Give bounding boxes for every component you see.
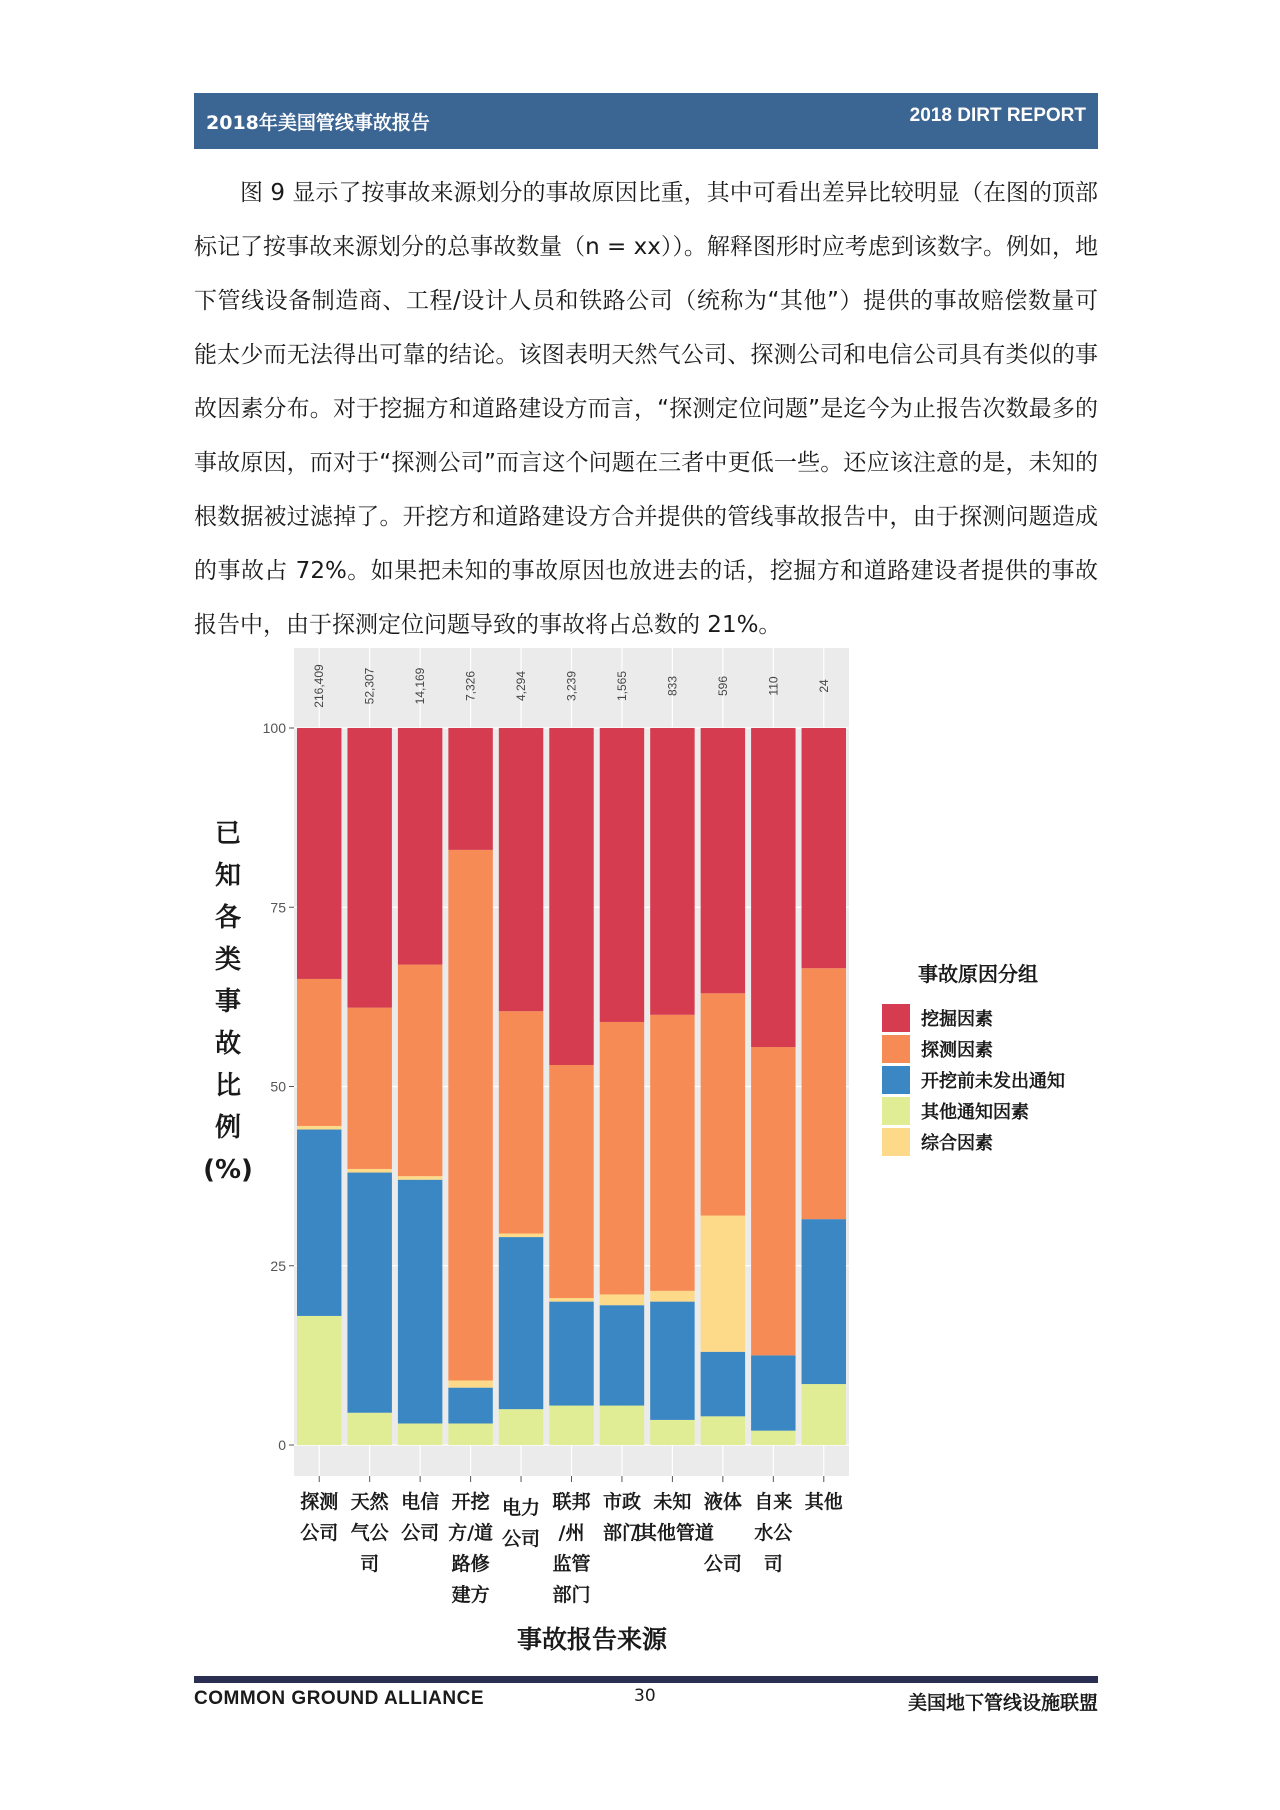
x-tick-label: 气公 xyxy=(350,1522,389,1544)
header-title-en: 2018 DIRT REPORT xyxy=(909,105,1086,126)
x-tick-label: 联邦 xyxy=(552,1491,591,1513)
legend-swatch xyxy=(882,1066,910,1094)
y-axis-label-char: 故 xyxy=(214,1029,242,1059)
bar-segment xyxy=(499,1237,543,1409)
bar-segment xyxy=(347,1169,391,1173)
bar-segment xyxy=(600,1294,644,1305)
bar-segment xyxy=(347,1413,391,1445)
x-tick-label: 水公 xyxy=(754,1522,793,1544)
count-label: 3,239 xyxy=(564,670,579,702)
count-label: 52,307 xyxy=(362,667,377,705)
count-label: 110 xyxy=(766,676,781,696)
count-label: 833 xyxy=(665,675,680,697)
bar-segment xyxy=(398,1423,442,1445)
count-label: 24 xyxy=(816,679,831,693)
y-axis-label-char: 比 xyxy=(214,1071,242,1101)
bar-segment xyxy=(499,1233,543,1237)
x-tick-label: 电信 xyxy=(401,1491,440,1513)
bar-segment xyxy=(751,1047,795,1355)
y-axis-label-char: 知 xyxy=(214,861,242,891)
page-number: 30 xyxy=(634,1686,656,1706)
header-title-cn: 2018年美国管线事故报告 xyxy=(206,112,430,134)
bar-segment xyxy=(297,1130,341,1316)
bar-segment xyxy=(701,1352,745,1417)
legend xyxy=(882,962,1065,1156)
bar-segment xyxy=(448,1423,492,1445)
bar-segment xyxy=(398,728,442,965)
bar-segment xyxy=(802,1219,846,1384)
x-axis-title: 事故报告来源 xyxy=(516,1625,668,1654)
legend-entry-label: 综合因素 xyxy=(921,1133,993,1154)
y-axis-label-char: (%) xyxy=(203,1155,253,1185)
y-axis-label-char: 事 xyxy=(214,987,242,1017)
y-axis-label xyxy=(203,819,253,1185)
bar-segment xyxy=(347,1173,391,1413)
bar-segment xyxy=(448,728,492,850)
bars xyxy=(297,728,846,1445)
y-tick-label: 100 xyxy=(262,720,286,736)
x-axis xyxy=(300,1476,843,1654)
count-label: 596 xyxy=(715,675,730,697)
y-tick-label: 25 xyxy=(270,1257,286,1274)
count-label: 4,294 xyxy=(514,670,529,702)
body-text xyxy=(194,166,1098,652)
x-tick-label: 部门 xyxy=(602,1522,641,1544)
legend-entry-label: 探测因素 xyxy=(921,1040,993,1061)
bar-segment xyxy=(398,965,442,1177)
bar-segment xyxy=(499,1011,543,1233)
bar-segment xyxy=(549,1302,593,1406)
stacked-bar-chart xyxy=(194,648,1098,1658)
figure-9 xyxy=(194,648,1098,1658)
bar-segment xyxy=(549,1406,593,1445)
x-tick-label: 方/道 xyxy=(448,1522,494,1544)
bar-segment xyxy=(650,1291,694,1302)
legend-swatch xyxy=(882,1004,910,1032)
bar-segment xyxy=(549,1298,593,1302)
y-axis-label-char: 已 xyxy=(214,819,242,849)
y-tick-label: 75 xyxy=(270,899,286,916)
bar-segment xyxy=(347,1008,391,1169)
bar-segment xyxy=(600,1406,644,1445)
y-tick-label: 50 xyxy=(270,1078,286,1095)
count-label: 1,565 xyxy=(614,670,629,702)
bar-segment xyxy=(701,993,745,1215)
legend-swatch xyxy=(882,1128,910,1156)
x-tick-label: 探测 xyxy=(300,1491,339,1513)
body-paragraph: 图 9 显示了按事故来源划分的事故原因比重，其中可看出差异比较明显（在图的顶部标记了按事故来源划分的总事故数量（n = xx））。解释图形时应考虑到该数字。例如，地下管线设备制造商、工程/设计人员和铁路公司（统称为“其他”）提供的事故赔偿数量可能太少而无法得出可靠的结论。该图表明天然气公司、探测公司和电信公司具有类似的事故因素分布。对于挖掘方和道路建设方而言，“探测定位问题”是迄今为止报告次数最多的事故原因，而对于“探测公司”而言这个问题在三者中更低一些。还应该注意的是，未知的根数据被过滤掉了。开挖方和道路建设方合并提供的管线事故报告中，由于探测问题造成的事故占 72%。如果把未知的事故原因也放进去的话，挖掘方和道路建设者提供的事故报告中，由于探测定位问题导致的事故将占总数的 21%。 xyxy=(194,180,1098,638)
x-tick-label: 未知 xyxy=(653,1491,692,1513)
bar-segment xyxy=(751,728,795,1047)
footer-org-en: COMMON GROUND ALLIANCE xyxy=(194,1688,484,1709)
bar-segment xyxy=(398,1176,442,1180)
count-label: 7,326 xyxy=(463,670,478,702)
x-tick-label: /其他管道 xyxy=(630,1522,714,1544)
x-tick-label: 路修 xyxy=(451,1553,490,1575)
page-header xyxy=(194,93,1098,149)
bar-segment xyxy=(499,1409,543,1445)
bar-segment xyxy=(802,968,846,1219)
legend-entry-label: 挖掘因素 xyxy=(921,1009,993,1030)
bar-segment xyxy=(499,728,543,1011)
x-tick-label: 司 xyxy=(763,1553,783,1575)
bar-segment xyxy=(751,1355,795,1430)
x-tick-label: 液体 xyxy=(703,1491,742,1513)
x-tick-label: 司 xyxy=(360,1553,380,1575)
count-label: 14,169 xyxy=(413,667,428,705)
y-tick-label: 0 xyxy=(278,1437,286,1453)
bar-segment xyxy=(701,1216,745,1352)
bar-segment xyxy=(650,1302,694,1420)
count-label: 216,409 xyxy=(312,664,327,708)
bar-segment xyxy=(701,728,745,993)
y-axis xyxy=(263,720,294,1453)
bar-segment xyxy=(650,1420,694,1445)
x-tick-label: 电力 xyxy=(502,1497,541,1519)
bar-segment xyxy=(448,850,492,1381)
bar-segment xyxy=(600,1305,644,1405)
y-axis-label-char: 各 xyxy=(214,903,242,933)
bar-segment xyxy=(448,1380,492,1387)
bar-segment xyxy=(297,1316,341,1445)
bar-segment xyxy=(701,1416,745,1445)
bar-segment xyxy=(650,1015,694,1291)
bar-segment xyxy=(297,728,341,979)
bar-segment xyxy=(549,1065,593,1298)
bar-segment xyxy=(650,728,694,1015)
bar-segment xyxy=(600,1022,644,1294)
bar-segment xyxy=(398,1180,442,1424)
x-tick-label: 公司 xyxy=(401,1522,440,1544)
x-tick-label: 建方 xyxy=(451,1584,490,1606)
x-tick-label: 市政 xyxy=(602,1491,641,1513)
x-tick-label: 监管 xyxy=(552,1553,591,1575)
bar-segment xyxy=(600,728,644,1022)
bar-segment xyxy=(297,1126,341,1130)
x-tick-label: 自来 xyxy=(754,1491,793,1513)
bar-segment xyxy=(802,728,846,968)
bar-segment xyxy=(347,728,391,1008)
x-tick-label: 开挖 xyxy=(451,1491,490,1513)
bar-segment xyxy=(448,1388,492,1424)
footer-divider xyxy=(194,1676,1098,1683)
legend-swatch xyxy=(882,1035,910,1063)
x-tick-label: 公司 xyxy=(300,1522,339,1544)
y-axis-label-char: 类 xyxy=(214,945,242,975)
legend-swatch xyxy=(882,1097,910,1125)
y-axis-label-char: 例 xyxy=(214,1113,242,1143)
x-tick-label: 公司 xyxy=(502,1528,541,1550)
x-tick-label: 公司 xyxy=(703,1553,742,1575)
x-tick-label: 天然 xyxy=(350,1491,389,1513)
x-tick-label: 部门 xyxy=(552,1584,591,1606)
bar-segment xyxy=(802,1384,846,1445)
bar-segment xyxy=(549,728,593,1065)
x-tick-label: /州 xyxy=(558,1522,585,1544)
bar-segment xyxy=(751,1431,795,1445)
bar-segment xyxy=(297,979,341,1126)
legend-entry-label: 开挖前未发出通知 xyxy=(921,1071,1065,1092)
legend-entry-label: 其他通知因素 xyxy=(921,1102,1029,1123)
footer-org-cn: 美国地下管线设施联盟 xyxy=(907,1692,1098,1714)
x-tick-label: 其他 xyxy=(804,1491,843,1513)
legend-title: 事故原因分组 xyxy=(918,962,1038,986)
